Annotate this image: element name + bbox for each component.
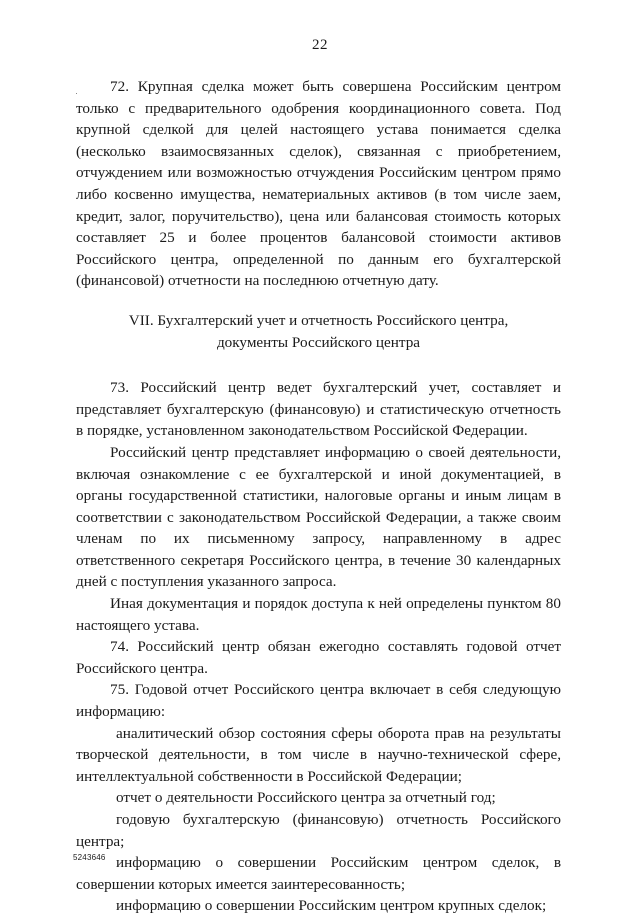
paragraph-75-item-1: аналитический обзор состояния сферы оборота прав на результаты творческой деятельности, в том числе в научно-технической сфере, интеллектуальной собственности в Российской Федерации; <box>76 724 561 785</box>
section-heading-line-2: документы Российского центра <box>216 333 421 351</box>
paragraph-75-item-3: годовую бухгалтерскую (финансовую) отчетность Российского центра; <box>76 811 561 850</box>
page-number: 22 <box>312 37 328 53</box>
paragraph-75-item-4: информацию о совершении Российским центром сделок, в совершении которых имеется заинтересованность; <box>76 854 561 893</box>
paragraph-74: 74. Российский центр обязан ежегодно составлять годовой отчет Российского центра. <box>76 638 561 677</box>
paragraph-73-b: Российский центр представляет информацию о своей деятельности, включая ознакомление с ее бухгалтерской и иной документацией, в органы государственной статистики, налоговые органы и иным лицам в соответствии с законодательством Российской Федерации, а также своим членам по их письменному запросу, направленному в адрес ответственного секретаря Российского центра, в течение 30 календарных дней с поступления указанного запроса. <box>76 443 561 591</box>
paragraph-72: 72. Крупная сделка может быть совершена Российским центром только с предварительного одобрения координационного совета. Под крупной сделкой для целей настоящего устава понимается сделка (несколько взаимосвязанных сделок), связанная с приобретением, отчуждением или возможностью отчуждения Российским центром прямо либо косвенно имущества, нематериальных активов (в том числе заем, кредит, залог, поручительство), цена или балансовая стоимость которых составляет 25 и более процентов балансовой стоимости активов Российского центра, определенной по данным его бухгалтерской (финансовой) отчетности на последнюю отчетную дату. <box>76 78 561 290</box>
paragraph-75: 75. Годовой отчет Российского центра включает в себя следующую информацию: <box>76 681 561 721</box>
spacer <box>76 353 561 377</box>
section-heading-line-1: VII. Бухгалтерский учет и отчетность Российского центра, <box>128 311 509 329</box>
paragraph-75-item-2: отчет о деятельности Российского центра за отчетный год; <box>116 789 496 807</box>
spacer <box>76 292 561 310</box>
paragraph-75-item-5: информацию о совершении Российским центром крупных сделок; <box>116 897 547 915</box>
document-body <box>76 76 561 917</box>
paragraph-73-c: Иная документация и порядок доступа к ней определены пунктом 80 настоящего устава. <box>76 595 561 634</box>
paragraph-73: 73. Российский центр ведет бухгалтерский учет, составляет и представляет бухгалтерскую (финансовую) и статистическую отчетность в порядке, установленном законодательством Российской Федерации. <box>76 379 561 440</box>
document-id: 5243646 <box>73 853 106 862</box>
